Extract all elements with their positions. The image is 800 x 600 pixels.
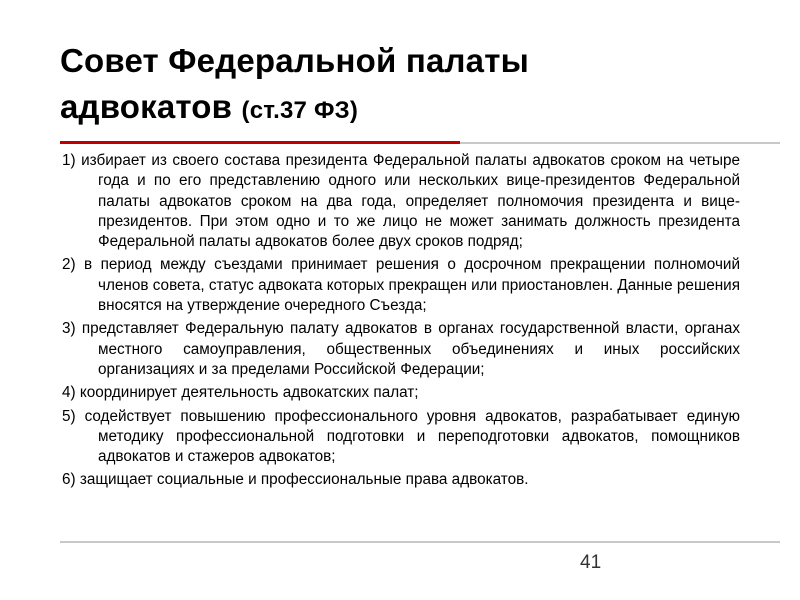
footer-divider — [60, 541, 780, 543]
title-underline-gray — [460, 142, 780, 144]
list-item: 3) представляет Федеральную палату адвокатов в органах государственной власти, органах местного самоуправления, общественных объединениях и иных российских организациях и за пределами Российской Федерации; — [62, 320, 740, 378]
list-item: 5) содействует повышению профессионального уровня адвокатов, разрабатывает единую методику профессиональной подготовки и переподготовки адвокатов, помощников адвокатов и стажеров адвокатов; — [62, 407, 740, 466]
list-item: 6) защищает социальные и профессиональные права адвокатов. — [62, 471, 529, 489]
page-number: 41 — [580, 552, 602, 573]
title-line-1: Совет Федеральной палаты — [60, 42, 529, 79]
title-suffix: (ст.37 ФЗ) — [241, 97, 359, 124]
list-item: 2) в период между съездами принимает решения о досрочном прекращении полномочий членов совета, статус адвоката которых прекращен или приостановлен. Данные решения вносятся на утверждение очередного Съезда; — [62, 256, 740, 315]
list-item: 4) координирует деятельность адвокатских палат; — [62, 384, 419, 402]
title-line-2: адвокатов — [60, 88, 233, 125]
list-item: 1) избирает из своего состава президента Федеральной палаты адвокатов сроком на четыре года и по его представлению одного или нескольких вице-президентов Федеральной палаты адвокатов сроком на два года, определяет полномочия президента и вице-президентов. При этом одно и то же лицо не может занимать должность президента Федеральной палаты адвокатов более двух сроков подряд; — [62, 152, 740, 251]
slide-title — [60, 38, 760, 134]
functions-list — [62, 151, 740, 494]
title-underline-accent — [60, 141, 460, 144]
